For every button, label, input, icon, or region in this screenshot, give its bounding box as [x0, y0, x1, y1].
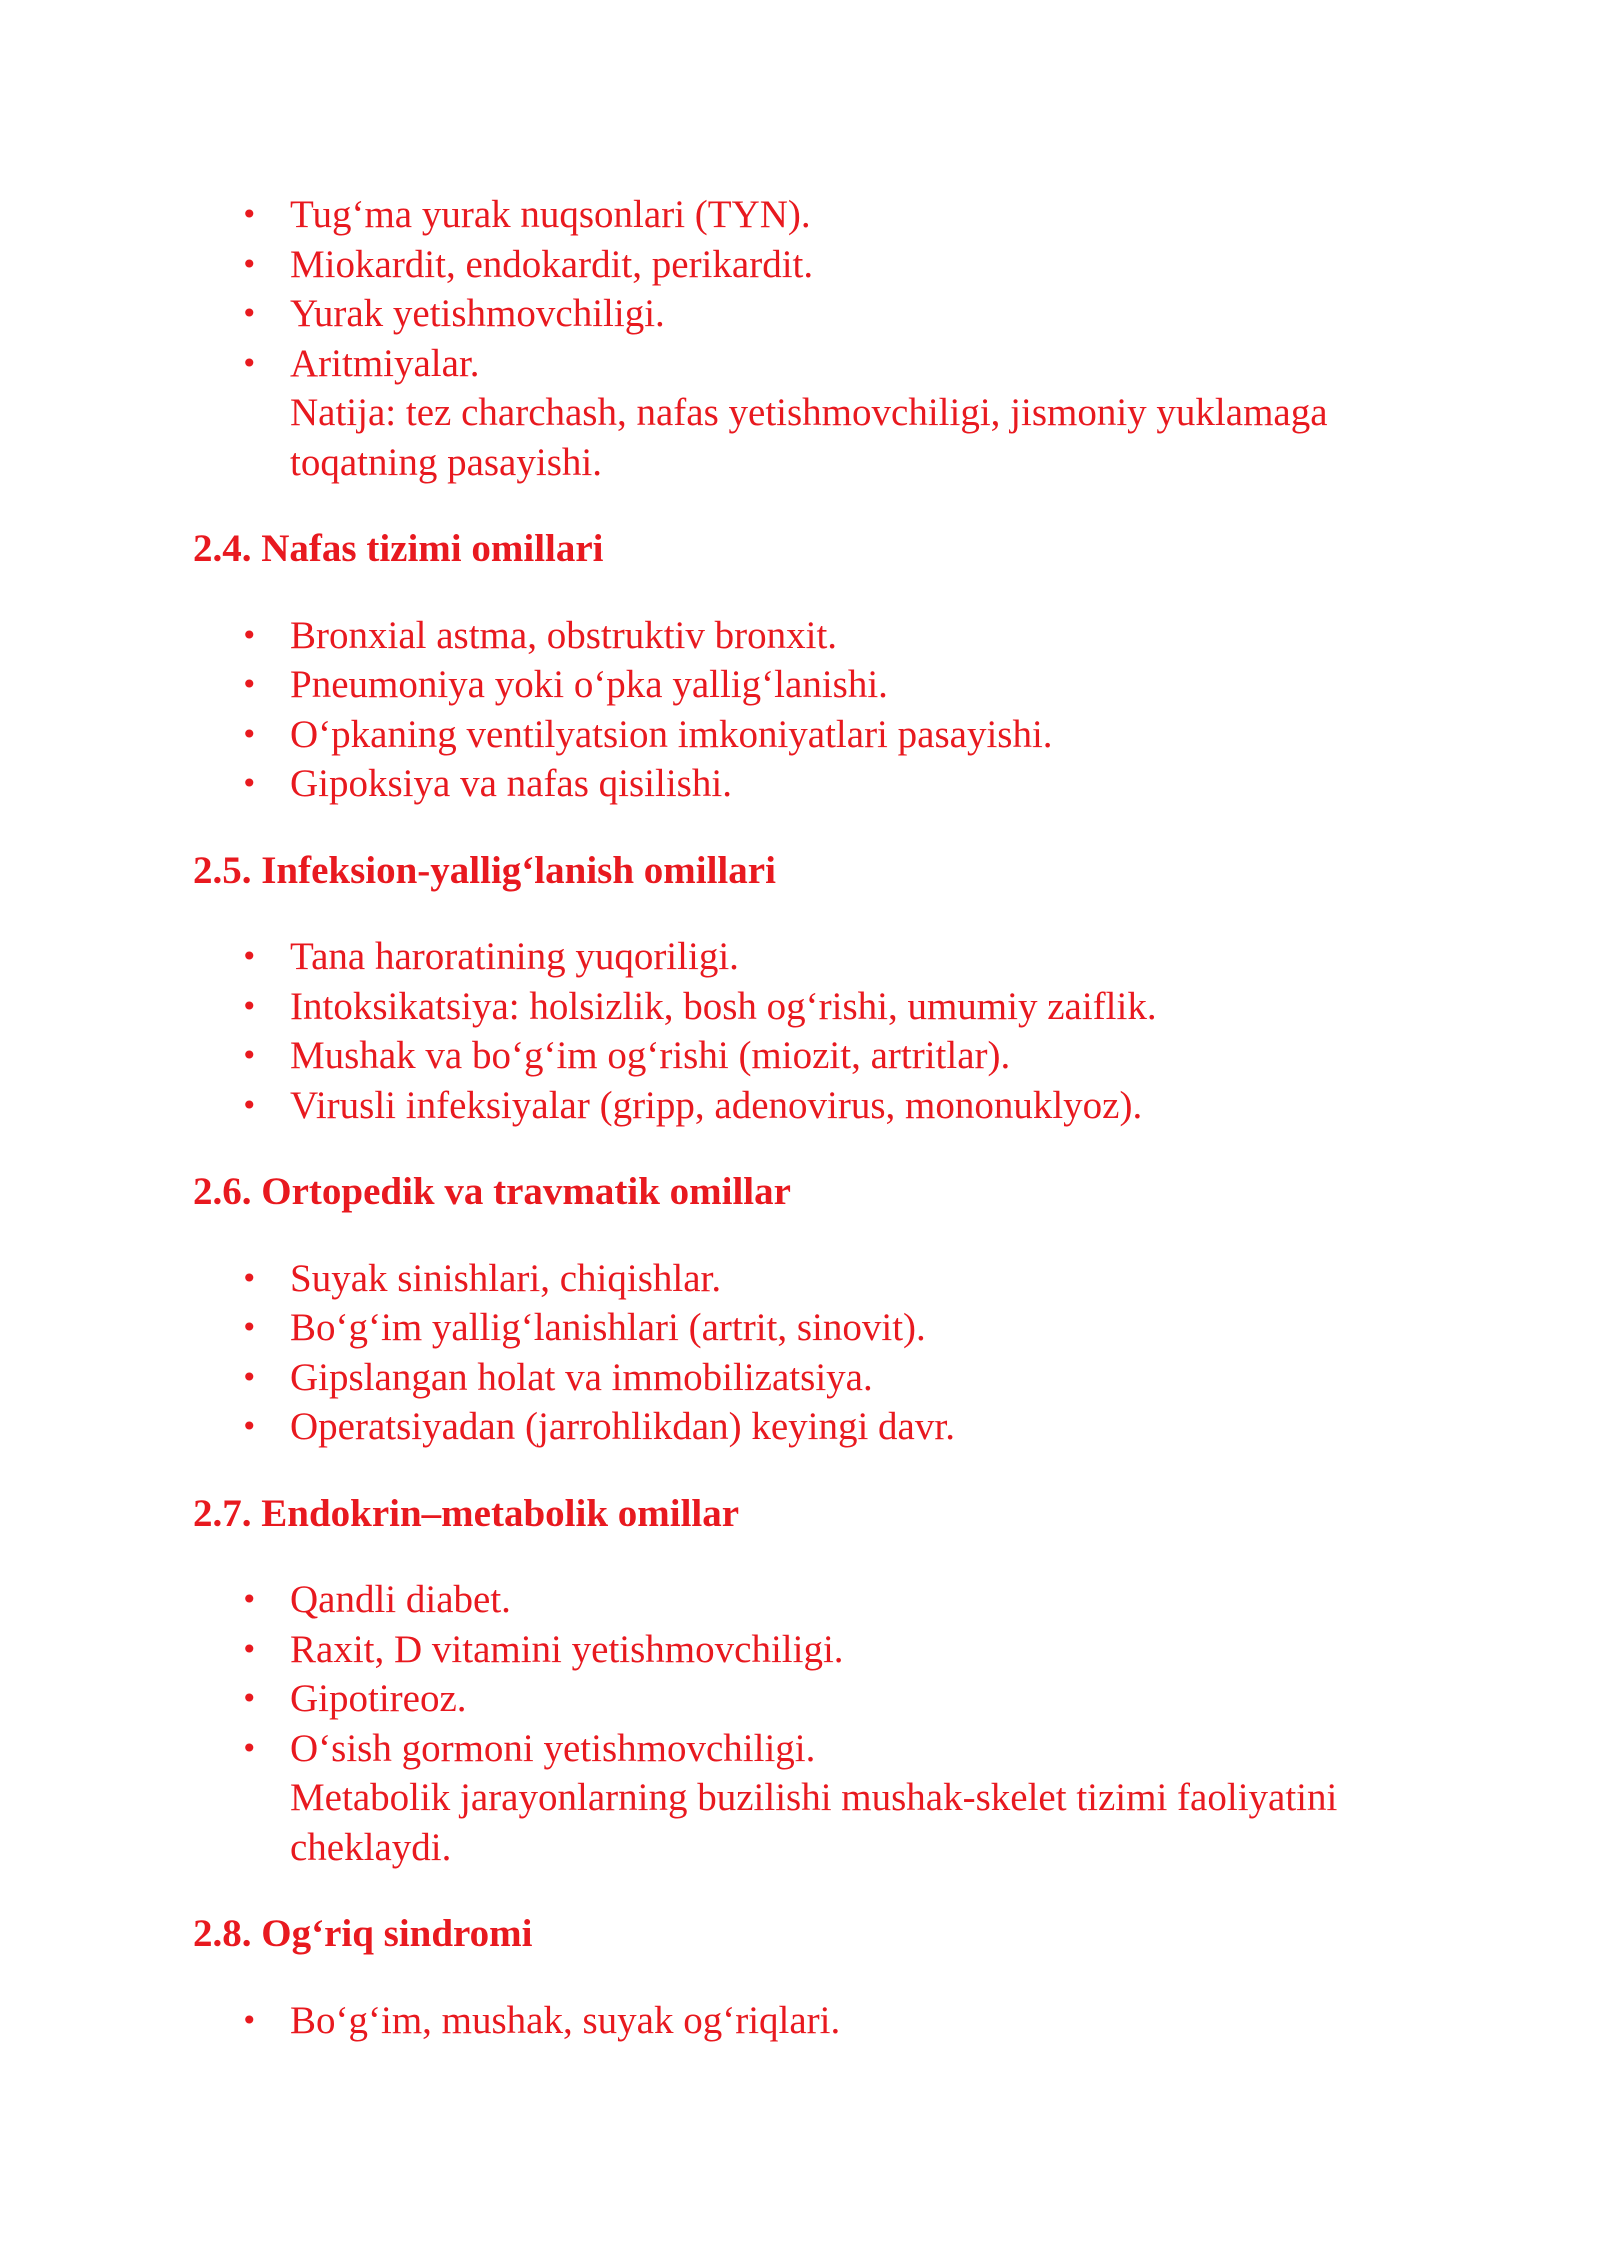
list-item: [193, 1625, 1343, 1675]
bullet-icon: •: [241, 1261, 258, 1295]
section-heading: 2.4. Nafas tizimi omillari: [193, 527, 604, 570]
list-item: [193, 1254, 1343, 1304]
bullet-icon: •: [241, 1731, 258, 1765]
bullet-icon: •: [241, 198, 258, 231]
list-item: [193, 1081, 1343, 1131]
list-item-text: Raxit, D vitamini yetishmovchiligi.: [290, 1627, 844, 1671]
bullet-icon: •: [241, 618, 258, 652]
list-item: [193, 660, 1343, 710]
list-item-text: Pneumoniya yoki o‘pka yallig‘lanishi.: [290, 663, 888, 706]
list-item-text: Qandli diabet.: [290, 1578, 511, 1621]
bullet-icon: •: [241, 1632, 258, 1666]
bullet-icon: •: [241, 1682, 258, 1715]
list-item-note: Natija: tez charchash, nafas yetishmovchiligi, jismoniy yuklamaga toqatning pasayishi.: [290, 391, 1328, 484]
list-item-text: Gipslangan holat va immobilizatsiya.: [290, 1355, 873, 1399]
section-bullet-list: [193, 611, 1343, 809]
list-item: [193, 240, 1343, 290]
list-item-text: Bo‘g‘im yallig‘lanishlari (artrit, sinovit).: [290, 1306, 926, 1349]
list-item: [193, 289, 1343, 339]
bullet-icon: •: [241, 1583, 258, 1616]
bullet-icon: •: [241, 1039, 258, 1072]
section-heading: 2.5. Infeksion-yallig‘lanish omillari: [193, 848, 776, 892]
bullet-icon: •: [241, 989, 258, 1023]
list-item-text: Miokardit, endokardit, perikardit.: [290, 242, 814, 286]
bullet-icon: •: [241, 297, 258, 330]
section-bullet-list: [193, 1996, 1343, 2046]
list-item: [193, 1031, 1343, 1081]
section-bullet-list: [193, 932, 1343, 1130]
list-item-text: Gipotireoz.: [290, 1677, 467, 1720]
list-item: [193, 710, 1343, 760]
section-heading: 2.7. Endokrin–metabolik omillar: [193, 1491, 740, 1535]
section-bullet-list: [193, 1254, 1343, 1452]
list-item-text: Intoksikatsiya: holsizlik, bosh og‘rishi, umumiy zaiflik.: [290, 984, 1157, 1028]
bullet-icon: •: [241, 346, 258, 380]
bullet-icon: •: [241, 1311, 258, 1344]
list-item: [193, 1674, 1343, 1724]
list-item: [193, 932, 1343, 982]
list-item: [193, 1996, 1343, 2046]
list-item-text: Mushak va bo‘g‘im og‘rishi (miozit, artritlar).: [290, 1034, 1011, 1077]
bullet-icon: •: [241, 1360, 258, 1394]
list-item-text: O‘sish gormoni yetishmovchiligi.: [290, 1726, 816, 1770]
list-item-text: Virusli infeksiyalar (gripp, adenovirus, mononuklyoz).: [290, 1083, 1143, 1127]
list-item-text: Operatsiyadan (jarrohlikdan) keyingi davr.: [290, 1405, 955, 1448]
list-item-text: Bronxial astma, obstruktiv bronxit.: [290, 613, 838, 657]
section-bullet-list: [193, 1575, 1343, 1872]
section-heading: 2.6. Ortopedik va travmatik omillar: [193, 1170, 791, 1213]
list-item: [193, 1724, 1343, 1873]
intro-bullet-list: [193, 190, 1343, 487]
bullet-icon: •: [241, 2003, 258, 2037]
bullet-icon: •: [241, 1410, 258, 1443]
bullet-icon: •: [241, 940, 258, 973]
list-item-text: Suyak sinishlari, chiqishlar.: [290, 1256, 722, 1300]
list-item: [193, 190, 1343, 240]
list-item: [193, 982, 1343, 1032]
list-item-text: Gipoksiya va nafas qisilishi.: [290, 762, 732, 805]
bullet-icon: •: [241, 247, 258, 281]
bullet-icon: •: [241, 668, 258, 701]
list-item-text: Bo‘g‘im, mushak, suyak og‘riqlari.: [290, 1998, 841, 2042]
bullet-icon: •: [241, 717, 258, 751]
list-item-note: Metabolik jarayonlarning buzilishi mushak-skelet tizimi faoliyatini cheklaydi.: [290, 1776, 1338, 1869]
list-item: [193, 611, 1343, 661]
list-item-text: Yurak yetishmovchiligi.: [290, 292, 665, 335]
list-item: [193, 759, 1343, 809]
list-item: [193, 339, 1343, 488]
list-item-text: Tug‘ma yurak nuqsonlari (TYN).: [290, 193, 811, 236]
list-item-text: Tana haroratining yuqoriligi.: [290, 935, 739, 978]
list-item: [193, 1303, 1343, 1353]
list-item: [193, 1353, 1343, 1403]
list-item-text: Aritmiyalar.: [290, 341, 480, 385]
document-content: [193, 190, 1343, 2045]
list-item-text: O‘pkaning ventilyatsion imkoniyatlari pasayishi.: [290, 712, 1053, 756]
list-item: [193, 1402, 1343, 1452]
bullet-icon: •: [241, 767, 258, 800]
bullet-icon: •: [241, 1088, 258, 1122]
section-heading: 2.8. Og‘riq sindromi: [193, 1912, 533, 1955]
list-item: [193, 1575, 1343, 1625]
